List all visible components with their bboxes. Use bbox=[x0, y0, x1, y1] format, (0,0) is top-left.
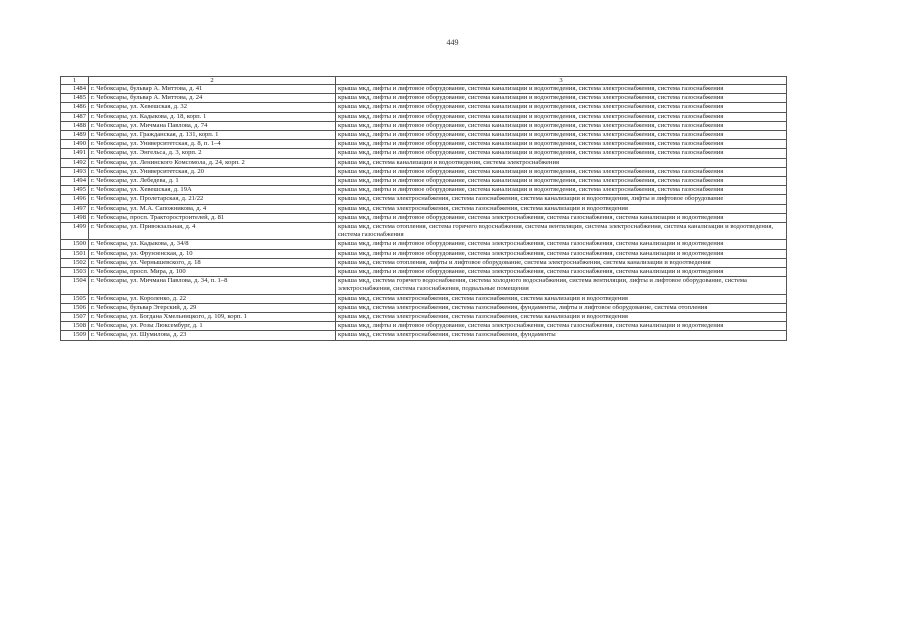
row-address: г. Чебоксары, ул. Хевешская, д. 19А bbox=[89, 186, 336, 195]
row-address: г. Чебоксары, ул. Хевешская, д. 32 bbox=[89, 103, 336, 112]
row-address: г. Чебоксары, ул. Кадыкова, д. 34/8 bbox=[89, 240, 336, 249]
row-address: г. Чебоксары, ул. Мичмана Павлова, д. 74 bbox=[89, 121, 336, 130]
row-address: г. Чебоксары, ул. Фрунзенская, д. 10 bbox=[89, 249, 336, 258]
row-works: крыша мкд, лифты и лифтовое оборудование, система канализации и водоотведения, система электроснабжения, система газоснабжения bbox=[336, 131, 787, 140]
table-row bbox=[61, 313, 787, 322]
header-col-3: 3 bbox=[336, 77, 787, 85]
row-address: г. Чебоксары, ул. Шумилова, д. 23 bbox=[89, 331, 336, 340]
table-row bbox=[61, 121, 787, 130]
row-works: крыша мкд, лифты и лифтовое оборудование, система канализации и водоотведения, система электроснабжения, система газоснабжения bbox=[336, 121, 787, 130]
table-row bbox=[61, 195, 787, 204]
row-address: г. Чебоксары, просп. Тракторостроителей, д. 81 bbox=[89, 213, 336, 222]
table-row bbox=[61, 331, 787, 340]
row-works: крыша мкд, лифты и лифтовое оборудование, система канализации и водоотведения, система электроснабжения, система газоснабжения bbox=[336, 112, 787, 121]
row-address: г. Чебоксары, ул. Пролетарская, д. 21/22 bbox=[89, 195, 336, 204]
row-number: 1496 bbox=[61, 195, 89, 204]
table-row bbox=[61, 204, 787, 213]
row-number: 1489 bbox=[61, 131, 89, 140]
row-number: 1508 bbox=[61, 322, 89, 331]
table-row bbox=[61, 158, 787, 167]
row-number: 1485 bbox=[61, 94, 89, 103]
table-row bbox=[61, 149, 787, 158]
row-address: г. Чебоксары, ул. Привокзальная, д. 4 bbox=[89, 223, 336, 240]
table-row bbox=[61, 258, 787, 267]
row-address: г. Чебоксары, ул. Кадыкова, д. 18, корп. 1 bbox=[89, 112, 336, 121]
row-number: 1502 bbox=[61, 258, 89, 267]
row-number: 1509 bbox=[61, 331, 89, 340]
row-number: 1495 bbox=[61, 186, 89, 195]
row-address: г. Чебоксары, бульвар А. Миттова, д. 41 bbox=[89, 85, 336, 94]
row-address: г. Чебоксары, ул. Лебедева, д. 1 bbox=[89, 177, 336, 186]
page-number: 449 bbox=[446, 38, 459, 47]
row-works: крыша мкд, лифты и лифтовое оборудование, система канализации и водоотведения, система электроснабжения, система газоснабжения bbox=[336, 85, 787, 94]
row-number: 1504 bbox=[61, 277, 89, 294]
table-row bbox=[61, 249, 787, 258]
row-works: крыша мкд, система электроснабжения, система газоснабжения, система канализации и водоотведения bbox=[336, 204, 787, 213]
row-works: крыша мкд, лифты и лифтовое оборудование, система канализации и водоотведения, система электроснабжения, система газоснабжения bbox=[336, 103, 787, 112]
row-number: 1488 bbox=[61, 121, 89, 130]
row-number: 1507 bbox=[61, 313, 89, 322]
row-number: 1503 bbox=[61, 268, 89, 277]
row-address: г. Чебоксары, просп. Мира, д. 100 bbox=[89, 268, 336, 277]
table-row bbox=[61, 85, 787, 94]
row-works: крыша мкд, лифты и лифтовое оборудование, система электроснабжения, система газоснабжения, система канализации и водоотведения bbox=[336, 322, 787, 331]
row-number: 1499 bbox=[61, 223, 89, 240]
row-number: 1484 bbox=[61, 85, 89, 94]
row-number: 1487 bbox=[61, 112, 89, 121]
table-row bbox=[61, 213, 787, 222]
table-row bbox=[61, 140, 787, 149]
table-row bbox=[61, 322, 787, 331]
row-works: крыша мкд, система электроснабжения, система газоснабжения, фундаменты, лифты и лифтовое оборудование, система отопления bbox=[336, 303, 787, 312]
row-number: 1505 bbox=[61, 294, 89, 303]
row-number: 1494 bbox=[61, 177, 89, 186]
row-address: г. Чебоксары, ул. Мичмана Павлова, д. 34, п. 1–8 bbox=[89, 277, 336, 294]
table-row bbox=[61, 303, 787, 312]
header-col-2: 2 bbox=[89, 77, 336, 85]
row-address: г. Чебоксары, ул. Университетская, д. 8, п. 1–4 bbox=[89, 140, 336, 149]
row-works: крыша мкд, лифты и лифтовое оборудование, система канализации и водоотведения, система электроснабжения, система газоснабжения bbox=[336, 186, 787, 195]
row-address: г. Чебоксары, ул. М.А. Сапожникова, д. 4 bbox=[89, 204, 336, 213]
table-row bbox=[61, 268, 787, 277]
table-row bbox=[61, 177, 787, 186]
row-number: 1486 bbox=[61, 103, 89, 112]
row-works: крыша мкд, лифты и лифтовое оборудование, система электроснабжения, система газоснабжения, система канализации и водоотведения bbox=[336, 268, 787, 277]
row-number: 1492 bbox=[61, 158, 89, 167]
table-row bbox=[61, 223, 787, 240]
header-col-1: 1 bbox=[61, 77, 89, 85]
row-works: крыша мкд, лифты и лифтовое оборудование, система канализации и водоотведения, система электроснабжения, система газоснабжения bbox=[336, 177, 787, 186]
table-row bbox=[61, 167, 787, 176]
table-row bbox=[61, 94, 787, 103]
address-table bbox=[60, 76, 787, 341]
row-works: крыша мкд, система канализации и водоотведения, система электроснабжения bbox=[336, 158, 787, 167]
row-works: крыша мкд, система горячего водоснабжения, система холодного водоснабжения, система вентиляции, лифты и лифтовое оборудование, система электроснабжения, система газоснабжения, подвальные помещения bbox=[336, 277, 787, 294]
row-number: 1491 bbox=[61, 149, 89, 158]
row-works: крыша мкд, система отопления, система горячего водоснабжения, система вентиляции, система электроснабжения, система канализации и водоотведения, система газоснабжения bbox=[336, 223, 787, 240]
row-number: 1500 bbox=[61, 240, 89, 249]
row-address: г. Чебоксары, ул. Богдана Хмельницкого, д. 109, корп. 1 bbox=[89, 313, 336, 322]
row-address: г. Чебоксары, ул. Университетская, д. 20 bbox=[89, 167, 336, 176]
row-works: крыша мкд, лифты и лифтовое оборудование, система электроснабжения, система газоснабжения, система канализации и водоотведения bbox=[336, 213, 787, 222]
row-number: 1493 bbox=[61, 167, 89, 176]
table-row bbox=[61, 186, 787, 195]
row-works: крыша мкд, лифты и лифтовое оборудование, система электроснабжения, система газоснабжения, система канализации и водоотведения bbox=[336, 240, 787, 249]
row-number: 1497 bbox=[61, 204, 89, 213]
row-number: 1498 bbox=[61, 213, 89, 222]
row-works: крыша мкд, лифты и лифтовое оборудование, система электроснабжения, система газоснабжения, система канализации и водоотведения bbox=[336, 249, 787, 258]
row-address: г. Чебоксары, ул. Короленко, д. 22 bbox=[89, 294, 336, 303]
table-row bbox=[61, 294, 787, 303]
row-number: 1501 bbox=[61, 249, 89, 258]
row-address: г. Чебоксары, бульвар Эгерский, д. 29 bbox=[89, 303, 336, 312]
row-works: крыша мкд, система электроснабжения, система газоснабжения, система канализации и водоотведения, лифты и лифтовое оборудование bbox=[336, 195, 787, 204]
row-works: крыша мкд, лифты и лифтовое оборудование, система канализации и водоотведения, система электроснабжения, система газоснабжения bbox=[336, 149, 787, 158]
table-row bbox=[61, 277, 787, 294]
table-row bbox=[61, 103, 787, 112]
table-header-row bbox=[61, 77, 787, 85]
row-address: г. Чебоксары, ул. Гражданская, д. 131, корп. 1 bbox=[89, 131, 336, 140]
row-works: крыша мкд, лифты и лифтовое оборудование, система канализации и водоотведения, система электроснабжения, система газоснабжения bbox=[336, 167, 787, 176]
table-row bbox=[61, 131, 787, 140]
row-works: крыша мкд, система электроснабжения, система газоснабжения, фундаменты bbox=[336, 331, 787, 340]
table-body bbox=[61, 85, 787, 341]
table-row bbox=[61, 112, 787, 121]
row-address: г. Чебоксары, бульвар А. Миттова, д. 24 bbox=[89, 94, 336, 103]
row-address: г. Чебоксары, ул. Ленинского Комсомола, д. 24, корп. 2 bbox=[89, 158, 336, 167]
row-number: 1490 bbox=[61, 140, 89, 149]
row-works: крыша мкд, система отопления, лифты и лифтовое оборудование, система электроснабжения, система канализации и водоотведения bbox=[336, 258, 787, 267]
row-address: г. Чебоксары, ул. Розы Люксембург, д. 1 bbox=[89, 322, 336, 331]
row-works: крыша мкд, система электроснабжения, система газоснабжения, система канализации и водоотведения bbox=[336, 294, 787, 303]
row-works: крыша мкд, лифты и лифтовое оборудование, система канализации и водоотведения, система электроснабжения, система газоснабжения bbox=[336, 94, 787, 103]
row-works: крыша мкд, система электроснабжения, система газоснабжения, система канализации и водоотведения bbox=[336, 313, 787, 322]
row-address: г. Чебоксары, ул. Энгельса, д. 3, корп. 2 bbox=[89, 149, 336, 158]
table-row bbox=[61, 240, 787, 249]
row-address: г. Чебоксары, ул. Чернышевского, д. 18 bbox=[89, 258, 336, 267]
row-number: 1506 bbox=[61, 303, 89, 312]
row-works: крыша мкд, лифты и лифтовое оборудование, система канализации и водоотведения, система электроснабжения, система газоснабжения bbox=[336, 140, 787, 149]
